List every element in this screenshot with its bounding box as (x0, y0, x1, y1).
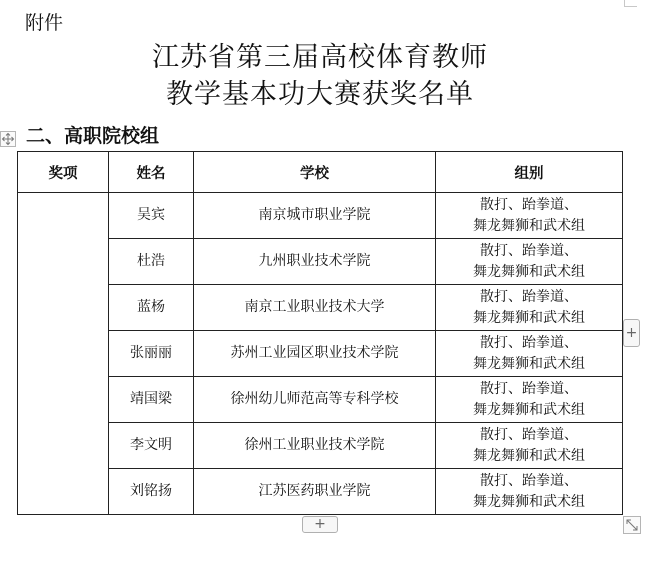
cell-school[interactable]: 南京城市职业学院 (194, 193, 436, 239)
table-row (18, 285, 623, 331)
document-title-line1: 江苏省第三届高校体育教师 (152, 42, 488, 73)
document-title-line2: 教学基本功大赛获奖名单 (166, 79, 474, 110)
group-line1: 散打、跆拳道、 (480, 196, 578, 213)
add-column-button[interactable]: + (623, 319, 640, 347)
cell-name[interactable]: 蓝杨 (109, 285, 194, 331)
group-line2: 舞龙舞狮和武术组 (473, 309, 585, 326)
table-row (18, 239, 623, 285)
cell-group[interactable] (436, 423, 623, 469)
attachment-label: 附件 (25, 12, 64, 34)
header-award[interactable]: 奖项 (18, 152, 109, 193)
table-row (18, 331, 623, 377)
group-line1: 散打、跆拳道、 (480, 380, 578, 397)
cell-name[interactable]: 杜浩 (109, 239, 194, 285)
cell-group[interactable] (436, 331, 623, 377)
table-row (18, 377, 623, 423)
section-heading: 二、高职院校组 (26, 125, 160, 147)
cell-group[interactable] (436, 193, 623, 239)
header-group[interactable]: 组别 (436, 152, 623, 193)
cell-group[interactable] (436, 239, 623, 285)
cell-school[interactable]: 南京工业职业技术大学 (194, 285, 436, 331)
group-line2: 舞龙舞狮和武术组 (473, 217, 585, 234)
group-line1: 散打、跆拳道、 (480, 242, 578, 259)
cell-name[interactable]: 吴宾 (109, 193, 194, 239)
group-line1: 散打、跆拳道、 (480, 334, 578, 351)
cell-school[interactable]: 徐州工业职业技术学院 (194, 423, 436, 469)
cell-name[interactable]: 张丽丽 (109, 331, 194, 377)
cell-school[interactable]: 徐州幼儿师范高等专科学校 (194, 377, 436, 423)
group-line2: 舞龙舞狮和武术组 (473, 401, 585, 418)
cell-school[interactable]: 苏州工业园区职业技术学院 (194, 331, 436, 377)
group-line2: 舞龙舞狮和武术组 (473, 493, 585, 510)
group-line2: 舞龙舞狮和武术组 (473, 355, 585, 372)
header-name[interactable]: 姓名 (109, 152, 194, 193)
cell-name[interactable]: 靖国梁 (109, 377, 194, 423)
cell-school[interactable]: 九州职业技术学院 (194, 239, 436, 285)
award-merged-cell[interactable] (18, 193, 109, 515)
awards-table (17, 151, 623, 515)
table-row (18, 423, 623, 469)
add-row-button[interactable]: + (302, 516, 338, 533)
table-resize-handle-icon[interactable] (623, 516, 641, 534)
group-line2: 舞龙舞狮和武术组 (473, 447, 585, 464)
table-move-handle-icon[interactable] (0, 131, 16, 147)
table-header-row (18, 152, 623, 193)
group-line1: 散打、跆拳道、 (480, 288, 578, 305)
table-row (18, 469, 623, 515)
cell-school[interactable]: 江苏医药职业学院 (194, 469, 436, 515)
group-line1: 散打、跆拳道、 (480, 426, 578, 443)
page-corner-mark (624, 0, 637, 7)
table-row (18, 193, 623, 239)
cell-group[interactable] (436, 469, 623, 515)
group-line1: 散打、跆拳道、 (480, 472, 578, 489)
header-school[interactable]: 学校 (194, 152, 436, 193)
cell-group[interactable] (436, 285, 623, 331)
cell-group[interactable] (436, 377, 623, 423)
group-line2: 舞龙舞狮和武术组 (473, 263, 585, 280)
cell-name[interactable]: 李文明 (109, 423, 194, 469)
cell-name[interactable]: 刘铭扬 (109, 469, 194, 515)
